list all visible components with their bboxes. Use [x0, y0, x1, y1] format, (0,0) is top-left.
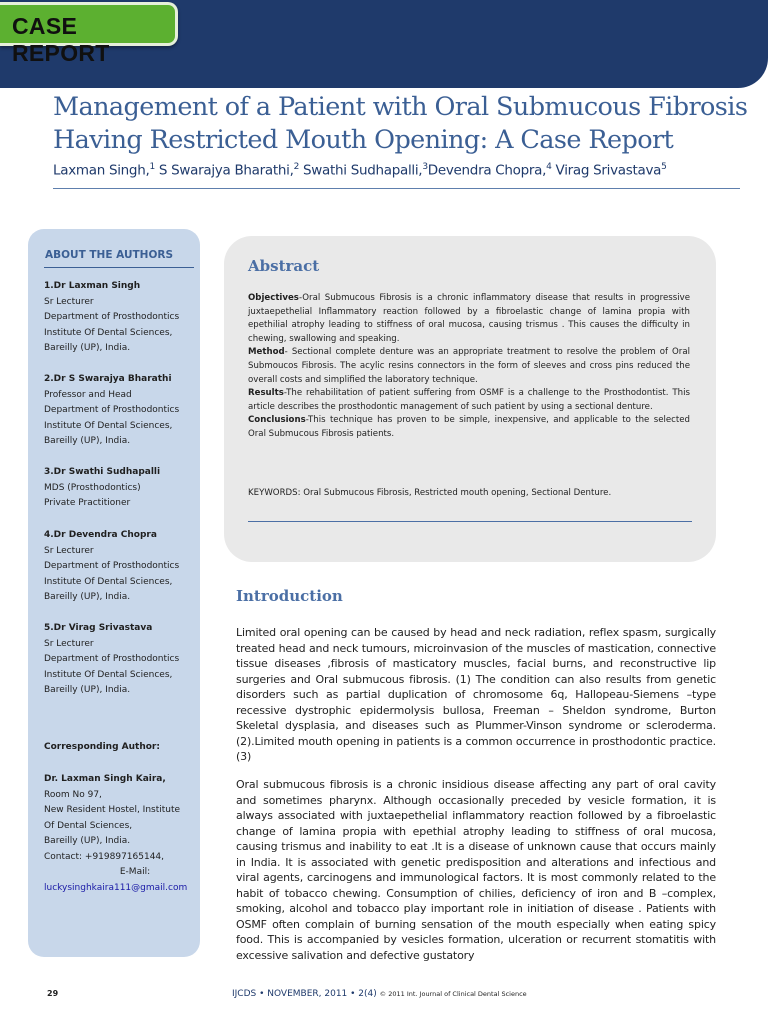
abstract-heading: Abstract — [248, 257, 320, 275]
case-report-badge: CASE REPORT — [0, 2, 178, 46]
corresponding-author-block: Dr. Laxman Singh Kaira, Room No 97, New Resident Hostel, Institute Of Dental Sciences, Bareilly (UP), India. Contact: +919897165144, E-Mail: luckysinghkaira111@gmail.com — [44, 772, 196, 896]
corresponding-author-label: Corresponding Author: — [44, 742, 160, 752]
author-line: Laxman Singh,$^1$ S Swarajya Bharathi,$^2$ Swathi Sudhapalli,$^3$Devendra Chopra,$^4$ Virag Srivastava$^5$ — [53, 162, 667, 179]
sidebar-divider — [44, 267, 194, 268]
copyright: © 2011 Int. Journal of Clinical Dental Science — [379, 990, 527, 998]
author-block-4: 4.Dr Devendra Chopra Sr Lecturer Department of Prosthodontics Institute Of Dental Sciences, Bareilly (UP), India. — [44, 530, 180, 602]
article-title — [53, 91, 753, 157]
journal-footer — [232, 989, 527, 999]
abstract-body: Objectives-Oral Submucous Fibrosis is a chronic inflammatory disease that results in progressive juxtaepethelial Inflammatory reaction followed by a fibroelastic change of lamina propia with epethilial atrophy leading to stiffness of oral mucosa, causing trismus . This causes the difficulty in chewing, swallowing and speaking. Method- Sectional complete denture was an appropriate treatment to resolve the problem of Oral Submoucos Fibrosis. The acylic resins connectors in the form of sleeves and cross pins reduced the overall costs and simplified the laboratory technique. Results-The rehabilitation of patient suffering from OSMF is a challenge to the Prosthodontist. This article describes the prosthodontic management of such patient by using a sectional denture. Conclusions-This technique has proven to be simple, inexpensive, and applicable to the selected Oral Submucous Fibrosis patients. — [248, 293, 690, 439]
keywords: KEYWORDS: Oral Submucous Fibrosis, Restricted mouth opening, Sectional Denture. — [248, 488, 612, 498]
journal-citation: IJCDS • NOVEMBER, 2011 • 2(4) — [232, 989, 377, 999]
author-name: Virag Srivastava — [551, 162, 662, 179]
title-divider — [53, 188, 740, 189]
email-link[interactable]: luckysinghkaira111@gmail.com — [44, 882, 188, 893]
title-line-1: Management of a Patient with Oral Submucous Fibrosis — [53, 92, 748, 122]
email-label: E-Mail: — [119, 867, 151, 877]
author-block-3: 3.Dr Swathi Sudhapalli MDS (Prosthodontics) Private Practitioner — [44, 467, 161, 508]
author-name: S Swarajya Bharathi, — [158, 162, 294, 179]
author-block-5: 5.Dr Virag Srivastava Sr Lecturer Department of Prosthodontics Institute Of Dental Sciences, Bareilly (UP), India. — [44, 623, 180, 695]
author-name: Devendra Chopra, — [427, 162, 547, 179]
abstract-divider — [248, 521, 692, 522]
introduction-paragraph-2: Oral submucous fibrosis is a chronic insidious disease affecting any part of oral cavity and sometimes pharynx. Although occasionally preceded by vesicle formation, it is always associated with juxtaepethelial inflammatory reaction followed by a fibroelastic change of lamina propia with epethial atrophy leading to stiffness of oral mucosa, causing trismus and inability to eat .It is a disease of unknown cause that occurs mainly in India. It is associated with genetic predisposition and alterations and infectious and viral agents, carcinogens and immunological factors. It is most commonly related to the habit of tobacco chewing. Consumption of chilies, deficiency of iron and B –complex, smoking, alcohol and tobacco play important role in initiation of disease . Patients with OSMF often complain of burning sensation of the mouth especially when eating spicy food. This is accompanied by vesicles formation, ulceration or recurrent stomatitis with excessive salivation and defective gustatory — [236, 778, 716, 962]
introduction-heading: Introduction — [236, 587, 343, 605]
author-name: Swathi Sudhapalli, — [303, 162, 423, 179]
title-line-2: Having Restricted Mouth Opening: A Case Report — [53, 125, 674, 155]
author-block-2: 2.Dr S Swarajya Bharathi Professor and Head Department of Prosthodontics Institute Of Dental Sciences, Bareilly (UP), India. — [44, 374, 180, 446]
page-number: 29 — [47, 989, 59, 998]
sidebar-heading: ABOUT THE AUTHORS — [45, 249, 174, 261]
introduction-paragraph-1: Limited oral opening can be caused by head and neck radiation, reflex spasm, surgically treated head and neck tumours, microinvasion of the muscles of mastication, connective tissue diseases ,fibrosis of masticatory muscles, facial burns, and reconstructive lip surgeries and Oral submucous fibrosis. (1) The condition can also results from genetic disorders such as partial duplication of chromosome 6q, Hallopeau-Siemens –type recessive dystrophic epidermolysis bullosa, Freeman – Sheldon syndrome, Burton Skeletal dysplasia, and diseases such as Plummer-Vinson syndrome or scleroderma. (2).Limited mouth opening in patients is a common occurrence in prosthodontic practice.(3) — [236, 626, 716, 763]
author-block-1: 1.Dr Laxman Singh Sr Lecturer Department of Prosthodontics Institute Of Dental Sciences, Bareilly (UP), India. — [44, 281, 180, 353]
author-name: Laxman Singh, — [53, 162, 150, 179]
